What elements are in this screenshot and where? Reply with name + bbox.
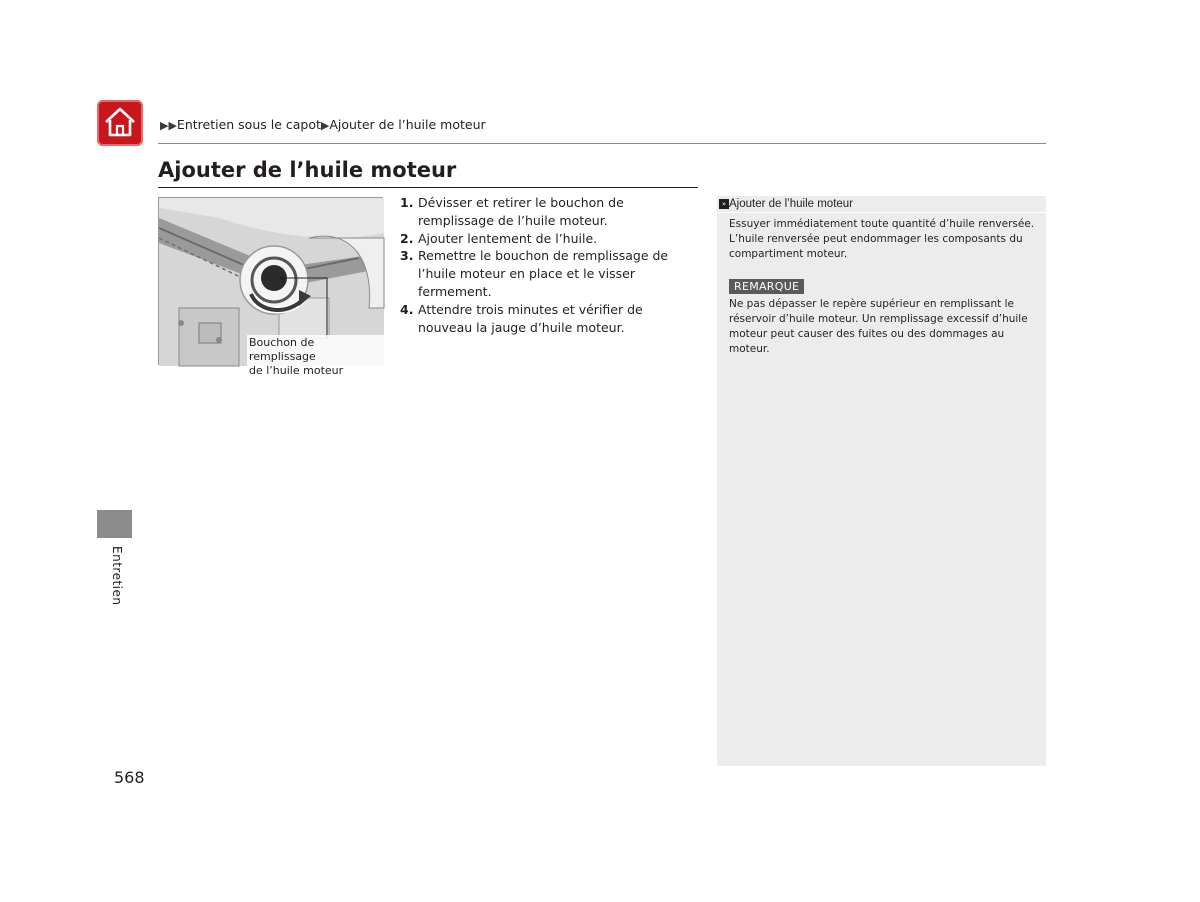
step-item — [400, 230, 698, 248]
step-text: Ajouter lentement de l’huile. — [418, 230, 598, 246]
figure-caption-line1: Bouchon de remplissage — [249, 336, 316, 363]
step-number: 1. — [400, 195, 414, 210]
step-item — [400, 247, 698, 300]
step-text: Remettre le bouchon de remplissage de l’huile moteur en place et le visser fermement. — [418, 248, 669, 299]
step-number: 2. — [400, 230, 414, 246]
step-text: Dévisser et retirer le bouchon de remplissage de l’huile moteur. — [418, 195, 624, 228]
breadcrumb-current: Ajouter de l’huile moteur — [329, 117, 486, 132]
header-divider — [158, 143, 1046, 144]
breadcrumb-arrow-icon: ▶▶ — [160, 119, 177, 132]
engine-oil-cap-figure — [158, 197, 383, 377]
home-icon — [102, 104, 138, 140]
step-item — [400, 301, 698, 337]
page-title: Ajouter de l’huile moteur — [158, 158, 457, 182]
breadcrumb-arrow-icon: ▶ — [320, 119, 330, 132]
breadcrumb — [160, 117, 486, 132]
step-item — [400, 194, 698, 230]
figure-caption — [247, 335, 386, 379]
home-button[interactable] — [97, 100, 143, 146]
step-number: 4. — [400, 301, 414, 317]
sidebar-paragraph-overfill: Ne pas dépasser le repère supérieur en remplissant le réservoir d’huile moteur. Un remplissage excessif d’huile moteur peut causer des fuites ou des dommages au moteur. — [729, 298, 1028, 355]
section-tab[interactable] — [97, 510, 132, 538]
breadcrumb-link-maintenance[interactable]: Entretien sous le capot — [176, 117, 321, 132]
procedure-steps — [400, 194, 698, 336]
step-text: Attendre trois minutes et vérifier de nouveau la jauge d’huile moteur. — [418, 301, 643, 335]
sidebar-title: Ajouter de l’huile moteur — [729, 198, 854, 210]
page-number: 568 — [114, 768, 145, 787]
sidebar-paragraph-spill: Essuyer immédiatement toute quantité d’huile renversée. L’huile renversée peut endommager les composants du compartiment moteur. — [729, 218, 1035, 260]
title-divider — [158, 187, 698, 188]
reference-mark-icon: » — [719, 199, 729, 209]
step-number: 3. — [400, 248, 414, 264]
section-tab-label[interactable]: Entretien — [110, 546, 124, 606]
note-badge: REMARQUE — [729, 279, 804, 294]
figure-caption-line2: de l’huile moteur — [249, 364, 344, 377]
sidebar-header — [717, 196, 1046, 213]
sidebar-notes — [717, 196, 1046, 766]
